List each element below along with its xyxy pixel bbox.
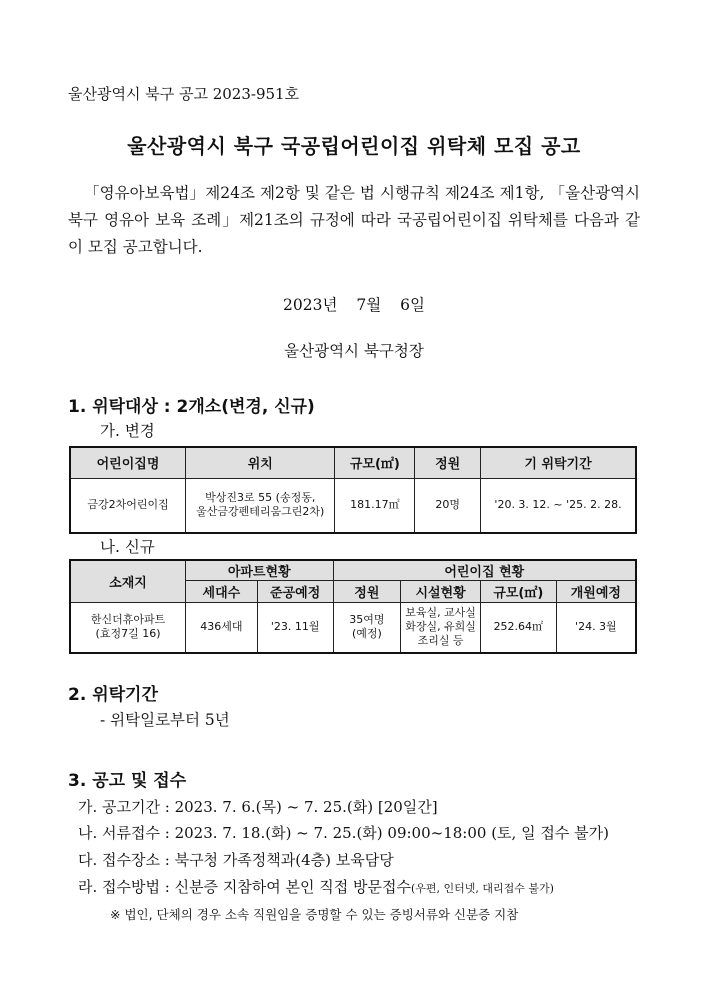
cell-period: '20. 3. 12. ~ '25. 2. 28. [481, 478, 636, 533]
submission-period: 나. 서류접수 : 2023. 7. 18.(화) ~ 7. 25.(화) 09:00~18:00 (토, 일 접수 불가) [78, 824, 609, 842]
notice-number: 울산광역시 북구 공고 2023-951호 [68, 85, 300, 103]
section2-heading: 2. 위탁기간 [68, 685, 158, 705]
facilities-line-1: 보육실, 교사실 [405, 606, 476, 620]
posting-period: 가. 공고기간 : 2023. 7. 6.(목) ~ 7. 25.(화) [20일간] [78, 798, 438, 816]
cell-address [70, 603, 186, 653]
new-table [69, 559, 637, 654]
issuer: 울산광역시 북구청장 [284, 342, 424, 360]
header-daycare-status: 어린이집 현황 [333, 560, 636, 581]
intro-paragraph: 「영유아보육법」제24조 제2항 및 같은 법 시행규칙 제24조 제1항, 「울산광역시 북구 영유아 보육 조례」제21조의 규정에 따라 국공립어린이집 위탁체를 다음과 같이 모집 공고합니다. [68, 184, 640, 256]
cell-capacity: 20명 [415, 478, 481, 533]
cell-center-name: 금강2차어린이집 [70, 478, 186, 533]
header-households: 세대수 [186, 581, 258, 603]
facilities-line-3: 조리실 등 [417, 634, 464, 648]
cell-opening: '24. 3월 [556, 603, 636, 653]
header-completion: 준공예정 [257, 581, 333, 603]
header-capacity: 정원 [415, 447, 481, 478]
capacity-line-1: 35여명 [349, 613, 385, 627]
header-opening: 개원예정 [556, 581, 636, 603]
submission-method-line [78, 876, 554, 897]
header-size: 규모(㎡) [480, 581, 556, 603]
capacity-line-2: (예정) [351, 627, 382, 641]
header-apartment-status: 아파트현황 [186, 560, 333, 581]
page-title: 울산광역시 북구 국공립어린이집 위탁체 모집 공고 [127, 134, 581, 158]
header-center-name: 어린이집명 [70, 447, 186, 478]
address-line-2: (효정7길 16) [95, 627, 161, 641]
cell-completion: '23. 11월 [257, 603, 333, 653]
cell-facilities [401, 603, 481, 653]
location-line-2: 울산금강펜테리움그린2차) [196, 505, 325, 519]
header-facilities: 시설현황 [401, 581, 481, 603]
cell-capacity [333, 603, 401, 653]
cell-location [186, 478, 335, 533]
header-capacity: 정원 [333, 581, 401, 603]
facilities-line-2: 화장실, 유희실 [405, 620, 476, 634]
section2-item: - 위탁일로부터 5년 [100, 711, 230, 729]
address-line-1: 한신더휴아파트 [90, 613, 166, 627]
location-line-1: 박상진3로 55 (송정동, [205, 491, 316, 505]
notice-date: 2023년 7월 6일 [283, 296, 425, 314]
header-address: 소재지 [70, 560, 186, 603]
change-label: 가. 변경 [100, 422, 155, 440]
cell-households: 436세대 [186, 603, 258, 653]
cell-size: 181.17㎡ [335, 478, 415, 533]
footnote: ※ 법인, 단체의 경우 소속 직원임을 증명할 수 있는 증빙서류와 신분증 지참 [110, 907, 519, 922]
header-location: 위치 [186, 447, 335, 478]
section1-heading: 1. 위탁대상 : 2개소(변경, 신규) [68, 397, 315, 417]
change-table [69, 446, 637, 534]
submission-place: 다. 접수장소 : 북구청 가족정책과(4층) 보육담당 [78, 851, 394, 869]
header-size: 규모(㎡) [335, 447, 415, 478]
submission-method-note: (우편, 인터넷, 대리접수 불가) [411, 882, 554, 895]
cell-size: 252.64㎡ [480, 603, 556, 653]
submission-method: 라. 접수방법 : 신분증 지참하여 본인 직접 방문접수 [78, 878, 412, 896]
section3-heading: 3. 공고 및 접수 [68, 771, 187, 791]
new-label: 나. 신규 [100, 538, 155, 556]
header-period: 기 위탁기간 [481, 447, 636, 478]
